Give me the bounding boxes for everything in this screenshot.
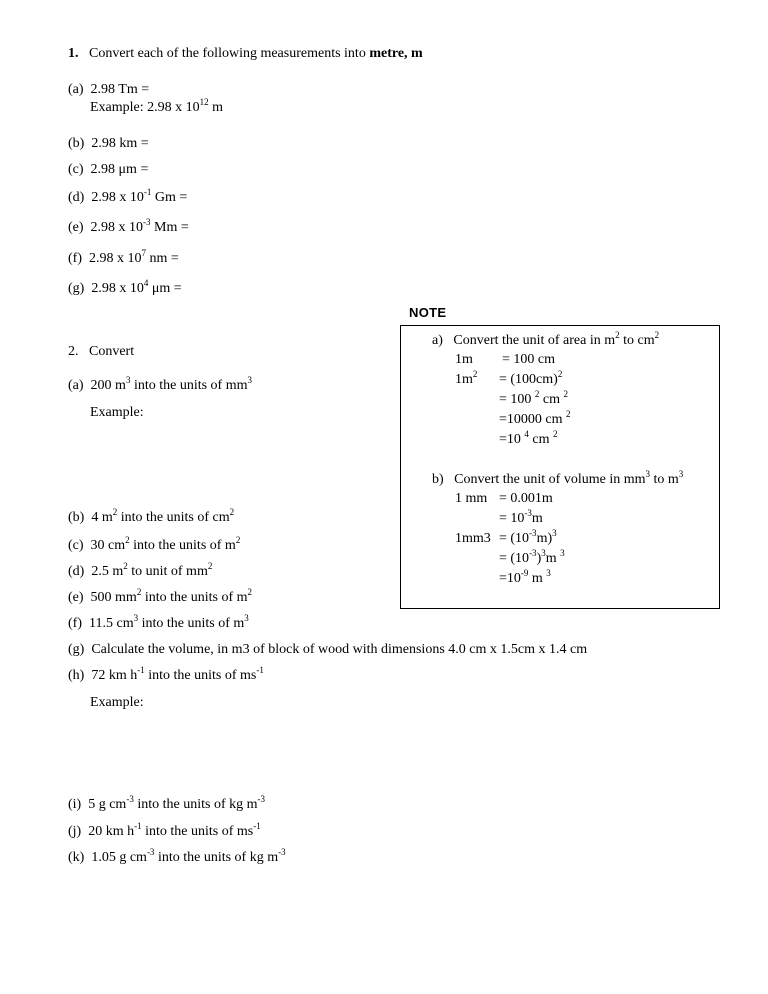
note-text: m bbox=[531, 511, 543, 526]
note-b-row-3-right bbox=[499, 528, 557, 547]
item-label: (b) bbox=[68, 136, 85, 151]
item-text: 11.5 cm bbox=[89, 616, 134, 631]
note-b-row-1-left: 1 mm bbox=[455, 491, 488, 506]
q2-prompt: Convert bbox=[89, 344, 135, 359]
item-text: 2.98 x 10 bbox=[91, 190, 144, 205]
note-text: = 100 bbox=[499, 392, 535, 407]
item-label: (c) bbox=[68, 162, 84, 177]
item-text: Calculate the volume, in m3 of block of wood with dimensions 4.0 cm x 1.5cm x 1.4 cm bbox=[91, 642, 588, 657]
item-label: (i) bbox=[68, 797, 82, 812]
note-a-row-2-left bbox=[455, 369, 478, 388]
note-b-row-2 bbox=[499, 508, 543, 527]
item-label: (f) bbox=[68, 616, 82, 631]
item-label: (d) bbox=[68, 190, 85, 205]
item-text: into the units of m bbox=[138, 616, 245, 631]
item-text: 500 mm bbox=[90, 590, 137, 605]
note-text: 1m bbox=[455, 372, 473, 387]
q2-item-j bbox=[68, 821, 261, 840]
note-text: ) bbox=[536, 551, 542, 566]
note-b-row-4 bbox=[499, 548, 565, 567]
superscript: 3 bbox=[244, 613, 249, 623]
superscript: 4 bbox=[143, 278, 149, 288]
item-label: (e) bbox=[68, 590, 84, 605]
superscript: -9 bbox=[520, 568, 529, 578]
item-text: into the units of kg m bbox=[154, 850, 279, 865]
note-text: = 10 bbox=[499, 511, 525, 526]
superscript: 3 bbox=[541, 548, 546, 558]
note-b-row-5 bbox=[499, 568, 551, 587]
superscript: 2 bbox=[553, 429, 558, 439]
item-text: 1.05 g cm bbox=[91, 850, 147, 865]
superscript: 2 bbox=[123, 561, 128, 571]
item-text: 5 g cm bbox=[88, 797, 127, 812]
item-label: (h) bbox=[68, 668, 85, 683]
note-text: =10 bbox=[499, 432, 525, 447]
note-text: Convert the unit of area in m bbox=[453, 333, 616, 348]
note-a-title bbox=[432, 330, 660, 349]
note-text: = (10 bbox=[499, 551, 530, 566]
item-text: 2.98 x 10 bbox=[91, 281, 144, 296]
superscript: 3 bbox=[678, 469, 684, 479]
superscript: 3 bbox=[552, 528, 557, 538]
superscript: 12 bbox=[199, 97, 209, 107]
item-label: (d) bbox=[68, 564, 85, 579]
superscript: -1 bbox=[137, 665, 145, 675]
q2-item-c bbox=[68, 535, 241, 554]
q1-item-b bbox=[68, 136, 149, 152]
q2-item-g bbox=[68, 642, 587, 658]
item-text: Gm = bbox=[151, 190, 188, 205]
item-text: into the units of ms bbox=[144, 668, 257, 683]
note-text: m bbox=[528, 571, 547, 586]
item-label: (e) bbox=[68, 220, 84, 235]
item-label: (f) bbox=[68, 251, 82, 266]
note-text: = (10 bbox=[499, 531, 530, 546]
item-text: into the units of kg m bbox=[133, 797, 258, 812]
superscript: 3 bbox=[247, 375, 252, 385]
note-text: =10 bbox=[499, 571, 521, 586]
superscript: 2 bbox=[112, 507, 118, 517]
q1-item-e bbox=[68, 217, 189, 236]
q1-number: 1. bbox=[68, 46, 79, 61]
superscript: 3 bbox=[645, 469, 650, 479]
note-b-title bbox=[432, 469, 684, 488]
note-text: =10000 cm bbox=[499, 412, 566, 427]
q1-prompt-bold: metre, m bbox=[369, 46, 423, 61]
item-label: (j) bbox=[68, 824, 82, 839]
superscript: 2 bbox=[247, 587, 252, 597]
item-text: Example: 2.98 x 10 bbox=[90, 100, 200, 115]
note-text: to m bbox=[649, 472, 679, 487]
q2-item-a bbox=[68, 375, 252, 394]
item-label: (k) bbox=[68, 850, 85, 865]
superscript: 2 bbox=[557, 369, 563, 379]
item-text: 2.98 x 10 bbox=[89, 251, 142, 266]
superscript: -3 bbox=[524, 508, 532, 518]
note-text: = (100cm) bbox=[499, 372, 558, 387]
q2-item-f bbox=[68, 613, 249, 632]
note-b-row-3-left: 1mm3 bbox=[455, 531, 491, 546]
q2-example-2: Example: bbox=[90, 695, 144, 710]
item-text: 20 km h bbox=[88, 824, 135, 839]
q2-item-h bbox=[68, 665, 264, 684]
item-text: 200 m bbox=[90, 378, 126, 393]
superscript: 2 bbox=[235, 535, 241, 545]
superscript: -3 bbox=[257, 794, 265, 804]
superscript: 2 bbox=[566, 409, 571, 419]
superscript: -3 bbox=[529, 528, 537, 538]
q2-item-k bbox=[68, 847, 286, 866]
q2-heading bbox=[68, 344, 134, 360]
q1-item-a bbox=[68, 82, 149, 98]
item-text: 2.98 km = bbox=[91, 136, 149, 151]
item-text: to unit of mm bbox=[127, 564, 208, 579]
note-a-row-1-right: = 100 cm bbox=[502, 352, 555, 367]
note-text: cm bbox=[539, 392, 564, 407]
q1-item-d bbox=[68, 187, 188, 206]
superscript: 2 bbox=[207, 561, 213, 571]
item-text: 2.98 Tm = bbox=[90, 82, 150, 97]
q1-item-c bbox=[68, 162, 148, 178]
note-a-row-3 bbox=[499, 389, 569, 408]
q1-item-f bbox=[68, 248, 179, 267]
q2-item-i bbox=[68, 794, 265, 813]
item-label: (c) bbox=[68, 538, 84, 553]
superscript: 2 bbox=[472, 369, 478, 379]
item-text: into the units of ms bbox=[141, 824, 254, 839]
superscript: -3 bbox=[278, 847, 286, 857]
superscript: -3 bbox=[126, 794, 134, 804]
superscript: -3 bbox=[146, 847, 155, 857]
note-b-label: b) bbox=[432, 472, 444, 487]
item-text: into the units of cm bbox=[117, 510, 230, 525]
item-label: (g) bbox=[68, 281, 85, 296]
item-text: into the units of m bbox=[129, 538, 236, 553]
item-label: (b) bbox=[68, 510, 85, 525]
note-text: Convert the unit of volume in mm bbox=[454, 472, 646, 487]
q2-number: 2. bbox=[68, 344, 79, 359]
superscript: 2 bbox=[654, 330, 660, 340]
superscript: 3 bbox=[560, 548, 565, 558]
superscript: -1 bbox=[253, 821, 261, 831]
note-a-row-1-left: 1m bbox=[455, 352, 473, 367]
q2-item-b bbox=[68, 507, 235, 526]
item-text: 4 m bbox=[91, 510, 113, 525]
note-b-row-1-right: = 0.001m bbox=[499, 491, 553, 506]
note-a-row-5 bbox=[499, 429, 558, 448]
superscript: 2 bbox=[229, 507, 235, 517]
q2-item-e bbox=[68, 587, 252, 606]
q2-item-d bbox=[68, 561, 213, 580]
note-title: NOTE bbox=[409, 305, 447, 320]
item-text: Mm = bbox=[150, 220, 189, 235]
item-text: 2.98 x 10 bbox=[90, 220, 144, 235]
superscript: -1 bbox=[256, 665, 264, 675]
superscript: -1 bbox=[143, 187, 152, 197]
q2-example-1: Example: bbox=[90, 405, 144, 420]
note-a-row-2-right bbox=[499, 369, 563, 388]
superscript: 2 bbox=[534, 389, 540, 399]
superscript: 2 bbox=[563, 389, 569, 399]
item-text: into the units of mm bbox=[130, 378, 248, 393]
superscript: 7 bbox=[141, 248, 146, 258]
item-text: 72 km h bbox=[91, 668, 138, 683]
superscript: 2 bbox=[125, 535, 130, 545]
item-text: 2.98 μm = bbox=[90, 162, 149, 177]
note-text: to cm bbox=[619, 333, 655, 348]
q1-example bbox=[90, 97, 224, 116]
superscript: -3 bbox=[143, 217, 151, 227]
item-text: into the units of m bbox=[141, 590, 248, 605]
item-label: (a) bbox=[68, 378, 84, 393]
superscript: 3 bbox=[133, 613, 139, 623]
note-a-row-4 bbox=[499, 409, 571, 428]
note-a-label: a) bbox=[432, 333, 443, 348]
item-text: nm = bbox=[146, 251, 179, 266]
item-label: (a) bbox=[68, 82, 84, 97]
q1-prompt: Convert each of the following measurements into bbox=[89, 46, 370, 61]
q1-item-g bbox=[68, 278, 182, 297]
item-text: μm = bbox=[148, 281, 182, 296]
superscript: 2 bbox=[615, 330, 620, 340]
item-text: m bbox=[208, 100, 224, 115]
superscript: -1 bbox=[134, 821, 142, 831]
item-label: (g) bbox=[68, 642, 85, 657]
note-text: cm bbox=[528, 432, 554, 447]
superscript: 3 bbox=[125, 375, 131, 385]
note-text: m) bbox=[536, 531, 553, 546]
item-text: 2.5 m bbox=[91, 564, 124, 579]
q1-heading bbox=[68, 46, 423, 62]
superscript: 3 bbox=[546, 568, 551, 578]
superscript: 4 bbox=[524, 429, 529, 439]
superscript: 2 bbox=[136, 587, 142, 597]
superscript: -3 bbox=[529, 548, 537, 558]
item-text: 30 cm bbox=[90, 538, 126, 553]
note-text: m bbox=[545, 551, 561, 566]
